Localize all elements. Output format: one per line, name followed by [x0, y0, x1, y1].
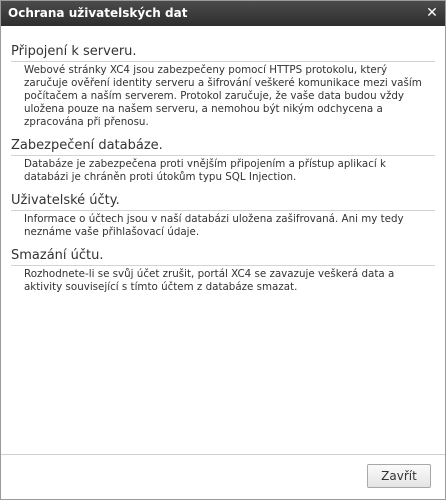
- section-account-deletion: [11, 247, 435, 294]
- section-text: Informace o účtech jsou v naší databázi uložena zašifrovaná. Ani my tedy neznáme vaše přihlašovací údaje.: [24, 213, 404, 238]
- section-database-security: [11, 137, 435, 184]
- section-text: Rozhodnete-li se svůj účet zrušit, portál XC4 se zavazuje veškerá data a aktivity související s tímto účtem z databáze smazat.: [24, 268, 395, 293]
- section-server-connection: [11, 43, 435, 129]
- dialog-footer: [1, 454, 445, 499]
- section-text: Databáze je zabezpečena proti vnějším připojením a přístup aplikací k databázi je chráněn proti útokům typu SQL Injection.: [24, 158, 386, 183]
- section-heading: Připojení k serveru.: [11, 43, 435, 62]
- dialog-title: Ochrana uživatelských dat: [8, 6, 188, 20]
- close-button[interactable]: Zavřít: [367, 464, 431, 488]
- section-heading: Smazání účtu.: [11, 247, 435, 266]
- dialog-content: [1, 26, 445, 294]
- section-user-accounts: [11, 192, 435, 239]
- dialog-titlebar[interactable]: [1, 1, 445, 26]
- close-icon[interactable]: ✕: [426, 5, 438, 21]
- section-heading: Zabezpečení databáze.: [11, 137, 435, 156]
- section-text: Webové stránky XC4 jsou zabezpečeny pomocí HTTPS protokolu, který zaručuje ověření identity serveru a šifrování veškeré komunikace mezi vaším počítačem a naším serverem. Protokol zaručuje, že vaše data budou vždy uložena pouze na našem serveru, a nemohou být nikým odchycena a zpracována při přenosu.: [24, 64, 422, 128]
- section-heading: Uživatelské účty.: [11, 192, 435, 211]
